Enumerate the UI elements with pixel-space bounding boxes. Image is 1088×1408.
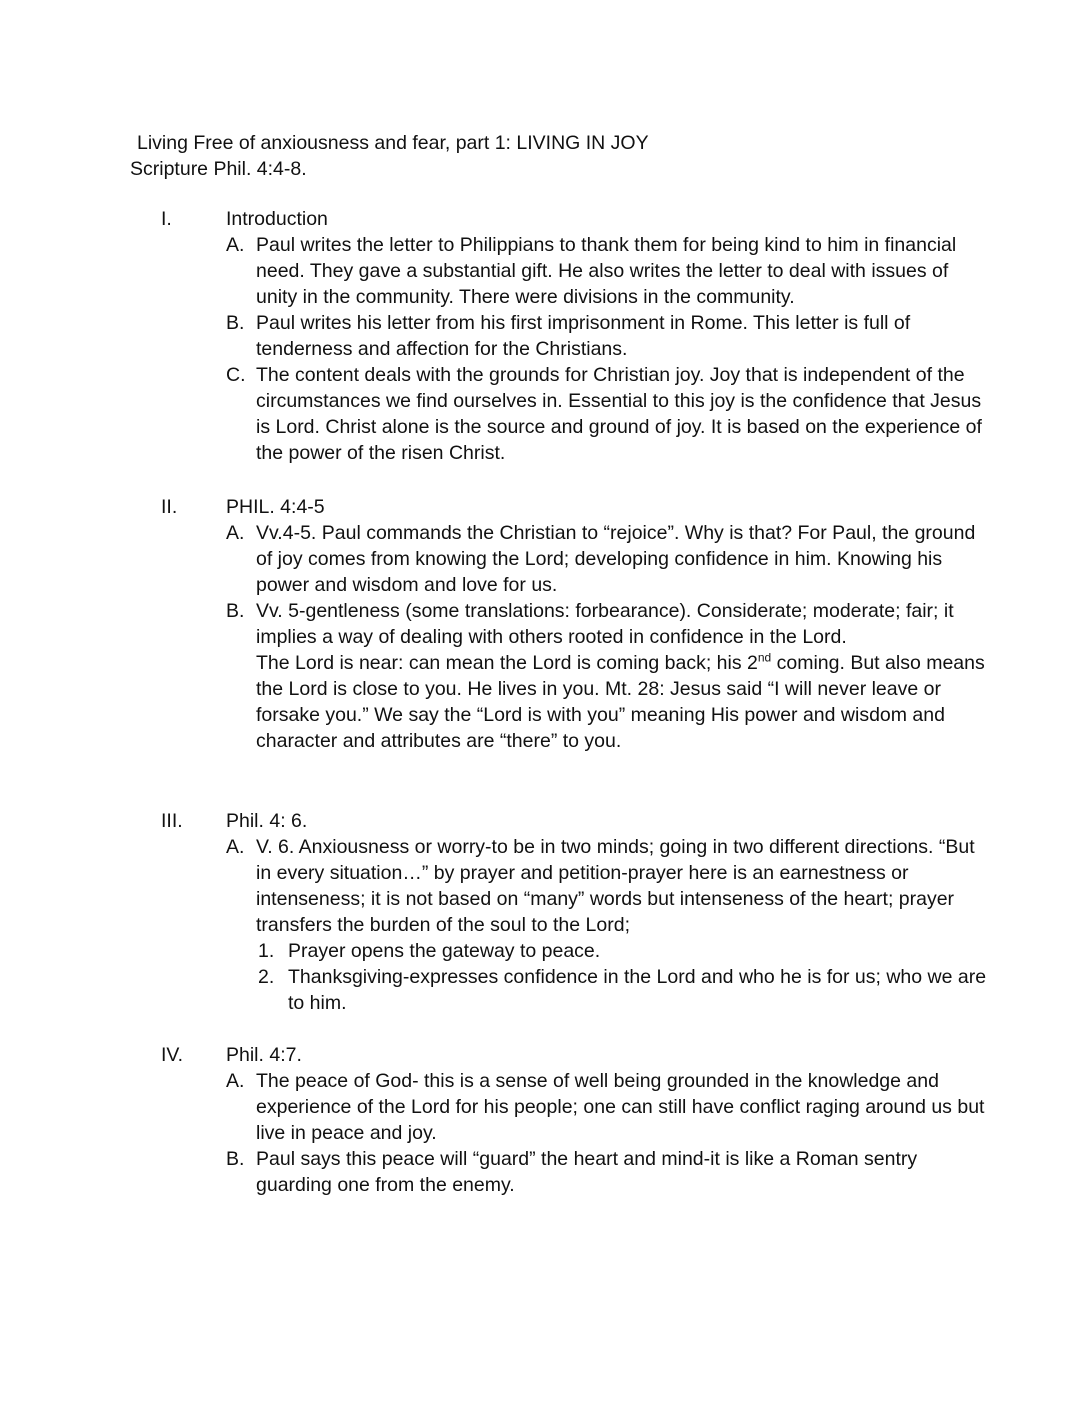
outline-item [130, 232, 990, 310]
section-phil-4-4-5 [130, 494, 990, 754]
ordinal-suffix: nd [757, 650, 772, 665]
item-text: Paul writes the letter to Philippians to thank them for being kind to him in financial need. They gave a substantial gift. He also writes the letter to deal with issues of unity in the community. There were divisions in the community. [256, 234, 957, 308]
item-label: A. [226, 1070, 245, 1092]
item-label: A. [226, 836, 245, 858]
section-title: Phil. 4:7. [226, 1044, 302, 1066]
section-phil-4-6 [130, 808, 990, 1016]
section-heading [130, 808, 990, 834]
scripture-reference: Scripture Phil. 4:4-8. [130, 158, 307, 180]
subitem-text: Prayer opens the gateway to peace. [288, 940, 601, 962]
section-heading [130, 494, 990, 520]
section-heading [130, 1042, 990, 1068]
item-label: B. [226, 1148, 245, 1170]
item-label: B. [226, 312, 245, 334]
item-text: Vv. 5-gentleness (some translations: forbearance). Considerate; moderate; fair; it implies a way of dealing with others rooted in confidence in the Lord. [256, 600, 954, 648]
section-numeral: III. [161, 810, 183, 832]
outline-item [130, 598, 990, 754]
item-text: Paul says this peace will “guard” the heart and mind-it is like a Roman sentry guarding one from the enemy. [256, 1148, 918, 1196]
subitem-label: 2. [258, 966, 275, 988]
section-heading [130, 206, 990, 232]
item-text: The peace of God- this is a sense of well being grounded in the knowledge and experience of the Lord for his people; one can still have conflict raging around us but live in peace and joy. [256, 1070, 985, 1144]
section-numeral: I. [161, 208, 172, 230]
section-numeral: IV. [161, 1044, 184, 1066]
outline-subitem [130, 938, 990, 964]
outline-item [130, 520, 990, 598]
continuation-text: coming. But also means the Lord is close to you. He lives in you. Mt. 28: Jesus said “I will never leave or forsake you.” We say the “Lord is with you” meaning His power and wisdom and character and attributes are “there” to you. [256, 652, 985, 752]
item-text: Vv.4-5. Paul commands the Christian to “rejoice”. Why is that? For Paul, the ground of joy comes from knowing the Lord; developing confidence in him. Knowing his power and wisdom and love for us. [256, 522, 976, 596]
item-text: V. 6. Anxiousness or worry-to be in two minds; going in two different directions. “But in every situation…” by prayer and petition-prayer here is an earnestness or intenseness; it is not based on “many” words but intenseness of the heart; prayer transfers the burden of the soul to the Lord; [256, 836, 975, 936]
section-introduction [130, 206, 990, 466]
item-continuation [256, 650, 990, 754]
section-title: Introduction [226, 208, 328, 230]
document-title: Living Free of anxiousness and fear, part 1: LIVING IN JOY [137, 132, 649, 154]
item-label: C. [226, 364, 246, 386]
subitem-label: 1. [258, 940, 275, 962]
item-label: B. [226, 600, 245, 622]
item-label: A. [226, 522, 245, 544]
outline-item [130, 362, 990, 466]
outline-item [130, 1068, 990, 1146]
outline-subitem [130, 964, 990, 1016]
item-text: The content deals with the grounds for Christian joy. Joy that is independent of the circumstances we find ourselves in. Essential to this joy is the confidence that Jesus is Lord. Christ alone is the source and ground of joy. It is based on the experience of the power of the risen Christ. [256, 364, 982, 464]
item-label: A. [226, 234, 245, 256]
continuation-text: The Lord is near: can mean the Lord is coming back; his 2 [256, 652, 758, 674]
document-header [130, 130, 649, 182]
outline-item [130, 1146, 990, 1198]
section-numeral: II. [161, 496, 178, 518]
subitem-text: Thanksgiving-expresses confidence in the Lord and who he is for us; who we are to him. [288, 966, 987, 1014]
section-title: PHIL. 4:4-5 [226, 496, 325, 518]
section-title: Phil. 4: 6. [226, 810, 308, 832]
section-phil-4-7 [130, 1042, 990, 1198]
outline-item [130, 834, 990, 938]
item-text: Paul writes his letter from his first imprisonment in Rome. This letter is full of tenderness and affection for the Christians. [256, 312, 911, 360]
outline-item [130, 310, 990, 362]
